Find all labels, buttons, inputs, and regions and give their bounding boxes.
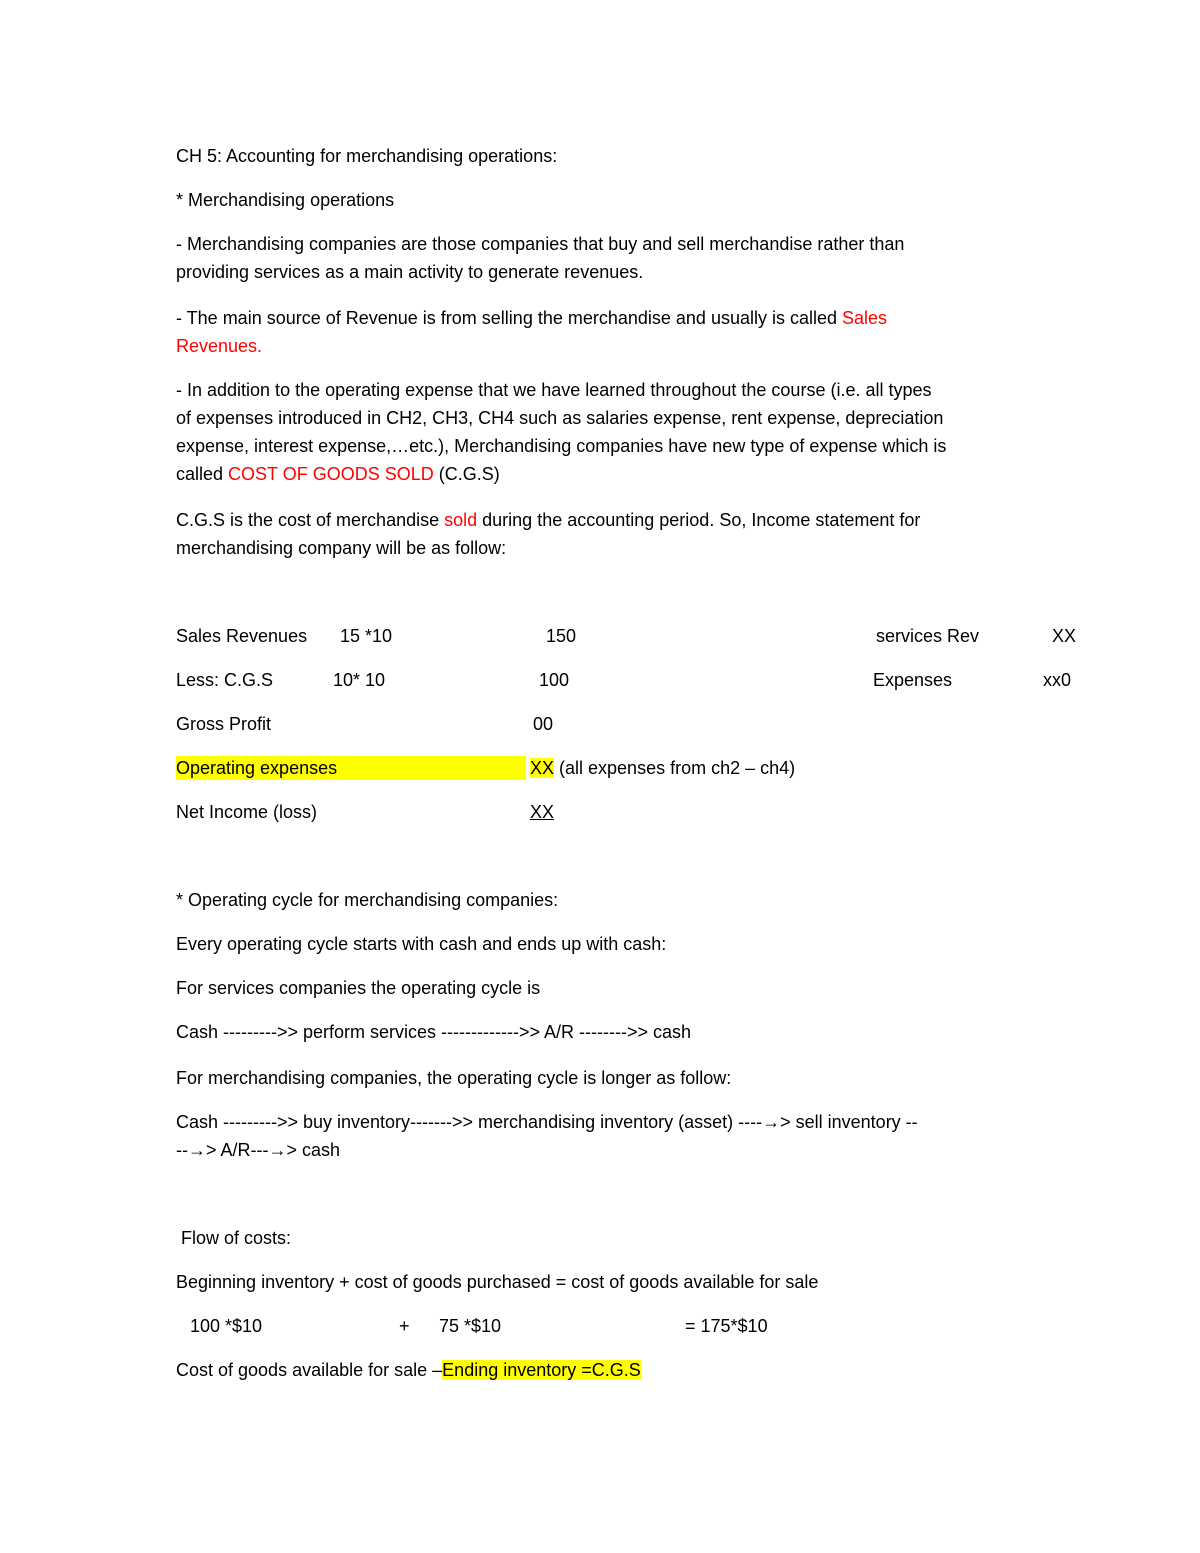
paragraph-line — [176, 462, 500, 486]
equation-term-beginning: 100 *$10 — [190, 1316, 263, 1336]
is-row-sales-amount: 150 — [546, 626, 577, 646]
equation-term-purchased: 75 *$10 — [439, 1316, 502, 1336]
is-row-sales-label: Sales Revenues — [176, 626, 308, 646]
paragraph-line: - Merchandising companies are those companies that buy and sell merchandise rather than — [176, 234, 905, 254]
highlight-red-text: COST OF GOODS SOLD — [228, 464, 434, 484]
is-row-expenses-amount: xx0 — [1043, 670, 1072, 690]
is-row-net-income-amount: XX — [530, 802, 555, 822]
highlight-red-text: Sales — [842, 308, 888, 328]
highlighted-amount: XX — [530, 758, 555, 778]
paragraph-line: Beginning inventory + cost of goods purchased = cost of goods available for sale — [176, 1272, 819, 1292]
paragraph-line — [176, 508, 920, 532]
text: called — [176, 464, 229, 484]
is-row-cgs-amount: 100 — [539, 670, 570, 690]
text: (C.G.S) — [433, 464, 500, 484]
highlighted-text: Ending inventory =C.G.S — [442, 1360, 641, 1380]
paragraph-line — [176, 306, 887, 330]
section-heading-merchandising-operations: * Merchandising operations — [176, 190, 395, 210]
text: - The main source of Revenue is from selling the merchandise and usually is called — [176, 308, 842, 328]
amount-note: (all expenses from ch2 – ch4) — [554, 758, 796, 778]
is-row-services-amount: XX — [1052, 626, 1077, 646]
page-title: CH 5: Accounting for merchandising operations: — [176, 146, 558, 166]
is-row-cgs-calc: 10* 10 — [333, 670, 386, 690]
paragraph-line: expense, interest expense,…etc.), Merchandising companies have new type of expense which is — [176, 436, 947, 456]
paragraph-line: Every operating cycle starts with cash and ends up with cash: — [176, 934, 667, 954]
is-row-sales-calc: 15 *10 — [340, 626, 393, 646]
paragraph-line: of expenses introduced in CH2, CH3, CH4 such as salaries expense, rent expense, depreciation — [176, 408, 944, 428]
paragraph-line — [176, 1358, 641, 1382]
paragraph-line: merchandising company will be as follow: — [176, 538, 507, 558]
paragraph-line: providing services as a main activity to generate revenues. — [176, 262, 644, 282]
equation-plus: + — [399, 1316, 410, 1336]
equation-term-available: = 175*$10 — [685, 1316, 768, 1336]
highlight-red-text: sold — [444, 510, 478, 530]
paragraph-line: For merchandising companies, the operating cycle is longer as follow: — [176, 1068, 732, 1088]
merchandising-cycle-flow: Cash --------->> buy inventory------->> merchandising inventory (asset) ----→> sell inventory -- — [176, 1112, 918, 1132]
is-row-operating-expenses-amount — [530, 756, 795, 780]
merchandising-cycle-flow: --→> A/R---→> cash — [176, 1140, 341, 1160]
text: Cost of goods available for sale – — [176, 1360, 443, 1380]
services-cycle-flow: Cash --------->> perform services ------------->> A/R -------->> cash — [176, 1022, 691, 1042]
is-row-gross-profit-label: Gross Profit — [176, 714, 272, 734]
section-heading-operating-cycle: * Operating cycle for merchandising companies: — [176, 890, 559, 910]
paragraph-line: Revenues. — [176, 336, 263, 356]
is-row-net-income-label: Net Income (loss) — [176, 802, 318, 822]
is-row-gross-profit-amount: 00 — [533, 714, 554, 734]
is-row-services-label: services Rev — [876, 626, 980, 646]
is-row-operating-expenses-label: Operating expenses — [176, 756, 526, 780]
paragraph-line: For services companies the operating cycle is — [176, 978, 541, 998]
is-row-expenses-label: Expenses — [873, 670, 953, 690]
text: during the accounting period. So, Income statement for — [477, 510, 921, 530]
is-row-cgs-label: Less: C.G.S — [176, 670, 274, 690]
text: C.G.S is the cost of merchandise — [176, 510, 445, 530]
section-heading-flow-of-costs: Flow of costs: — [181, 1228, 292, 1248]
paragraph-line: - In addition to the operating expense that we have learned throughout the course (i.e. all types — [176, 380, 932, 400]
